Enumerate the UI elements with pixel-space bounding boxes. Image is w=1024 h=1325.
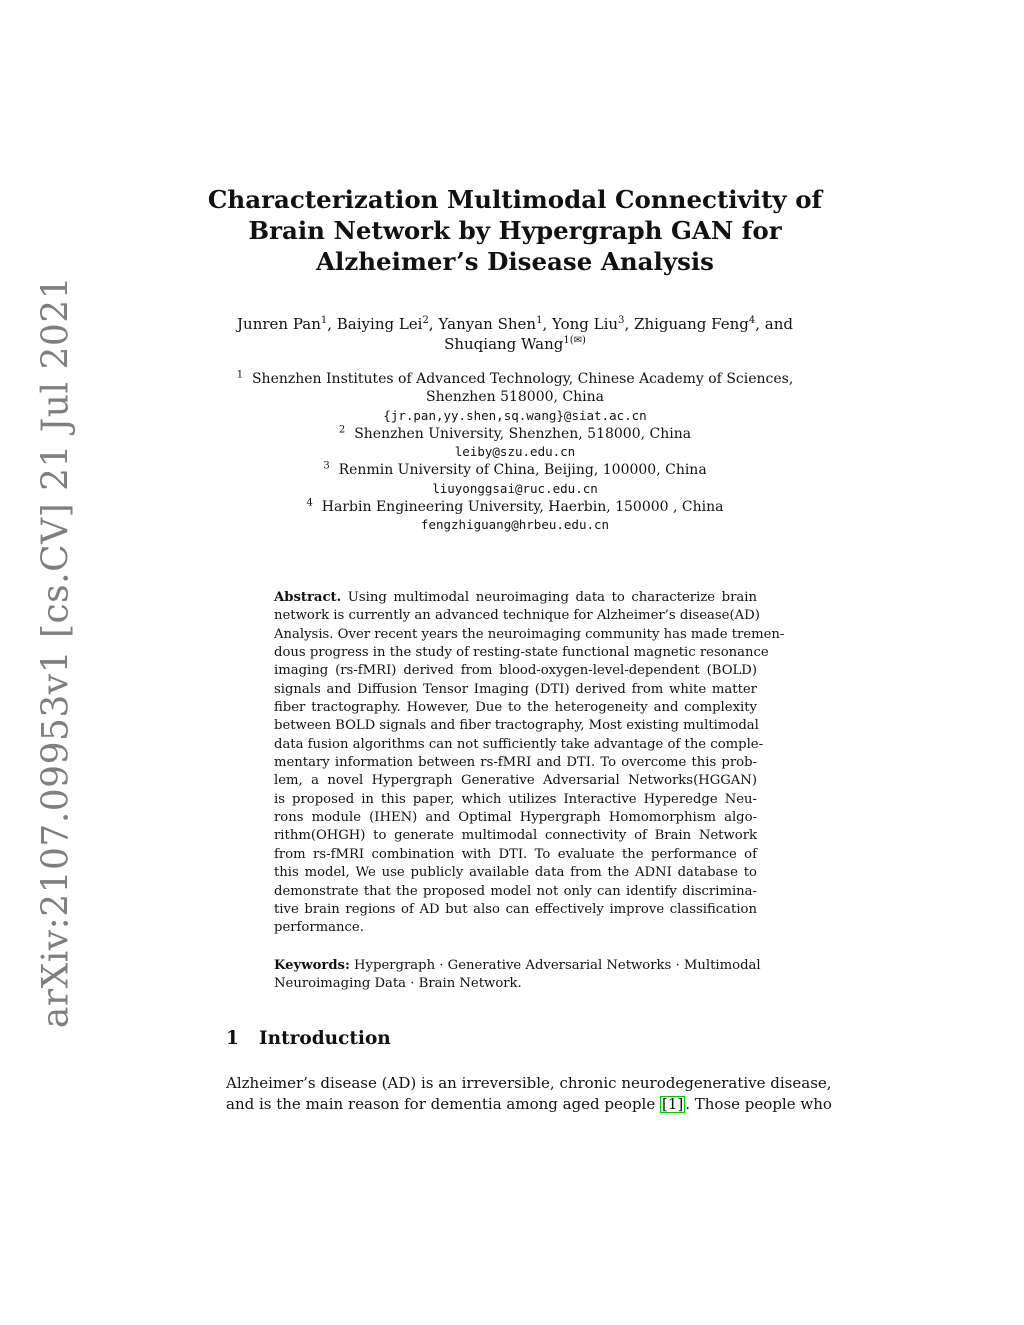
abstract-line: fiber tractography. However, Due to the heterogeneity and complexity (274, 700, 757, 716)
author-separator: , (327, 315, 337, 333)
affiliation-email: fengzhiguang@hrbeu.edu.cn (420, 517, 610, 533)
affiliation-text: Shenzhen Institutes of Advanced Technology, Chinese Academy of Sciences, (251, 371, 794, 387)
section-heading (226, 1028, 391, 1049)
keywords-line: Neuroimaging Data · Brain Network. (274, 976, 522, 992)
abstract (274, 589, 785, 938)
abstract-line: performance. (274, 920, 364, 936)
title-line: Characterization Multimodal Connectivity of (207, 185, 823, 214)
citation-link[interactable]: [1] (661, 1095, 684, 1113)
paper-title (200, 184, 830, 277)
affiliation-line: Shenzhen 518000, China (426, 389, 604, 406)
section-title: Introduction (259, 1028, 391, 1049)
abstract-line: mentary information between rs-fMRI and DTI. To overcome this prob- (274, 755, 757, 771)
corresponding-author-mark: 1(✉) (563, 335, 586, 346)
author-affil-mark: 1 (536, 315, 543, 326)
author-separator: , (428, 315, 439, 333)
author-line-1 (200, 314, 830, 334)
affiliation-text: Harbin Engineering University, Haerbin, 150000 , China (321, 499, 724, 516)
arxiv-identifier: arXiv:2107.09953v1 [cs.CV] 21 Jul 2021 (35, 275, 77, 1029)
author-affil-mark: 3 (618, 315, 625, 326)
abstract-line: dous progress in the study of resting-state functional magnetic resonance (274, 645, 769, 661)
author-name: Junren Pan (237, 315, 321, 333)
affiliation-email: liuyonggsai@ruc.edu.cn (432, 480, 598, 496)
author-list (200, 314, 830, 354)
body-text-fragment: and is the main reason for dementia among aged people (226, 1095, 660, 1113)
affiliation-mark: 2 (338, 424, 346, 436)
author-separator: , (542, 315, 552, 333)
author-affil-mark: 1 (320, 315, 328, 326)
body-line (226, 1094, 832, 1115)
title-line: Alzheimer’s Disease Analysis (316, 247, 714, 276)
affiliation-line (200, 498, 830, 516)
abstract-line: rons module (IHEN) and Optimal Hypergraph Homomorphism algo- (274, 810, 757, 826)
affiliation-text: Shenzhen University, Shenzhen, 518000, China (354, 425, 692, 442)
keywords-label: Keywords: (274, 958, 350, 973)
author-name: Shuqiang Wang (444, 335, 564, 353)
affiliation-email: leiby@szu.edu.cn (454, 444, 576, 460)
abstract-text: Using multimodal neuroimaging data to characterize brain (347, 590, 757, 605)
affiliation-line (200, 461, 830, 479)
abstract-line: data fusion algorithms can not sufficiently take advantage of the comple- (274, 736, 764, 752)
abstract-line: signals and Diffusion Tensor Imaging (DTI) derived from white matter (274, 681, 757, 697)
body-line: Alzheimer’s disease (AD) is an irreversible, chronic neurodegenerative disease, (226, 1074, 832, 1092)
abstract-line: is proposed in this paper, which utilizes Interactive Hyperedge Neu- (274, 791, 757, 807)
keywords (274, 957, 761, 994)
abstract-line: Analysis. Over recent years the neuroimaging community has made tremen- (274, 626, 785, 642)
abstract-line: tive brain regions of AD but also can effectively improve classification (274, 901, 757, 917)
author-affil-mark: 2 (422, 315, 429, 326)
abstract-line: demonstrate that the proposed model not only can identify discrimina- (274, 883, 757, 899)
affiliation-text: Renmin University of China, Beijing, 100000, China (338, 462, 707, 479)
affiliations (200, 370, 830, 535)
author-affil-mark: 4 (748, 315, 756, 326)
body-text (226, 1073, 832, 1115)
body-text-fragment: . Those people who (685, 1095, 832, 1113)
author-separator: , (624, 315, 635, 333)
affiliation-mark: 4 (306, 497, 313, 509)
keywords-line (274, 957, 761, 975)
abstract-line: from rs-fMRI combination with DTI. To evaluate the performance of (274, 846, 757, 862)
author-name: Yanyan Shen (438, 315, 537, 333)
abstract-label: Abstract. (274, 590, 342, 605)
abstract-line: lem, a novel Hypergraph Generative Adversarial Networks(HGGAN) (274, 773, 757, 789)
keywords-text: Hypergraph · Generative Adversarial Networks · Multimodal (354, 958, 761, 973)
author-separator: , and (755, 315, 793, 333)
abstract-line: rithm(OHGH) to generate multimodal connectivity of Brain Network (274, 828, 757, 844)
author-line-2 (200, 334, 830, 354)
affiliation-email: {jr.pan,yy.shen,sq.wang}@siat.ac.cn (383, 407, 647, 423)
abstract-line: between BOLD signals and fiber tractography, Most existing multimodal (274, 718, 759, 734)
abstract-line: this model, We use publicly available data from the ADNI database to (274, 865, 757, 881)
affiliation-line (200, 370, 830, 388)
author-name: Baiying Lei (336, 315, 423, 333)
section-number: 1 (226, 1028, 239, 1049)
affiliation-mark: 3 (323, 460, 330, 472)
abstract-line: imaging (rs-fMRI) derived from blood-oxygen-level-dependent (BOLD) (274, 663, 757, 679)
abstract-line (274, 589, 757, 607)
title-line: Brain Network by Hypergraph GAN for (248, 216, 782, 245)
affiliation-mark: 1 (236, 369, 244, 381)
affiliation-line (200, 425, 830, 443)
author-name: Zhiguang Feng (634, 315, 749, 333)
abstract-line: network is currently an advanced technique for Alzheimer’s disease(AD) (274, 608, 760, 624)
author-name: Yong Liu (552, 315, 619, 333)
